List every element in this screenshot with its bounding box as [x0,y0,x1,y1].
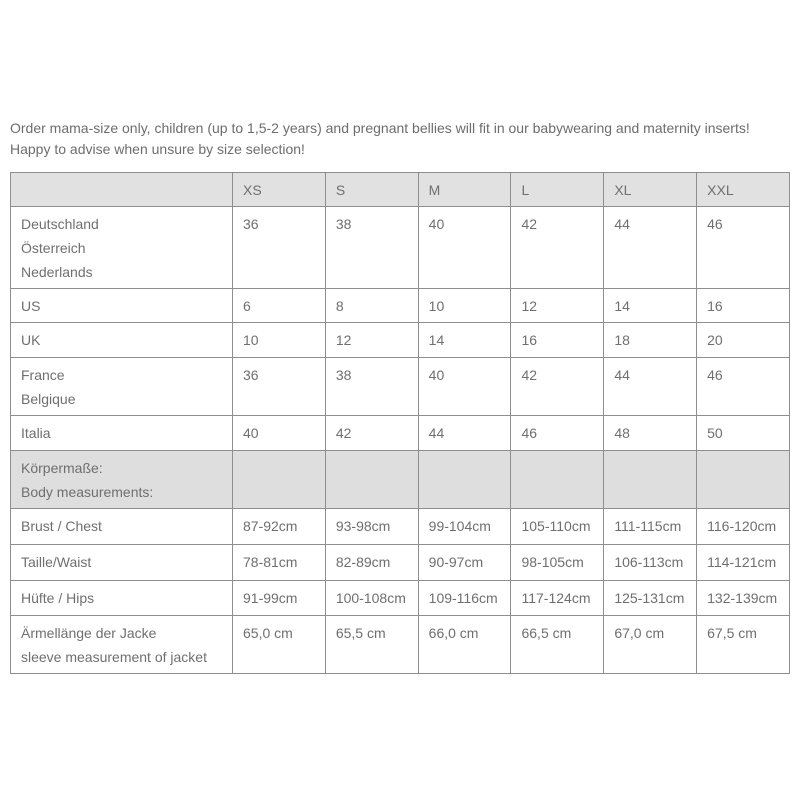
table-row [11,616,790,674]
table-row [11,323,790,358]
row-label [11,323,233,358]
size-value-cell: 42 [325,416,418,451]
table-row [11,207,790,289]
row-label-line: France [21,367,65,383]
measurement-value-cell: 78-81cm [233,545,326,581]
size-value-cell: 12 [325,323,418,358]
table-row [11,289,790,323]
row-label-line: Ärmellänge der Jacke [21,625,157,641]
row-label-line: Italia [21,425,51,441]
empty-cell [604,451,697,509]
empty-cell [697,451,790,509]
row-label [11,358,233,416]
measurement-value-cell: 67,0 cm [604,616,697,674]
measurement-value-cell: 132-139cm [697,581,790,616]
header-cell-xl: XL [604,173,697,207]
header-cell-m: M [418,173,511,207]
measurement-value-cell: 65,0 cm [233,616,326,674]
size-value-cell: 48 [604,416,697,451]
size-value-cell: 40 [233,416,326,451]
size-value-cell: 12 [511,289,604,323]
measurement-value-cell: 125-131cm [604,581,697,616]
row-label [11,207,233,289]
table-row [11,581,790,616]
size-value-cell: 16 [697,289,790,323]
measurement-value-cell: 98-105cm [511,545,604,581]
size-value-cell: 42 [511,358,604,416]
measurement-value-cell: 90-97cm [418,545,511,581]
row-label-line: Österreich [21,240,86,256]
size-value-cell: 44 [418,416,511,451]
size-value-cell: 6 [233,289,326,323]
empty-cell [418,451,511,509]
header-cell-xxl: XXL [697,173,790,207]
header-cell-s: S [325,173,418,207]
size-value-cell: 50 [697,416,790,451]
size-value-cell: 10 [418,289,511,323]
row-label-line: Taille/Waist [21,554,92,570]
header-cell-empty [11,173,233,207]
size-value-cell: 42 [511,207,604,289]
measurement-value-cell: 91-99cm [233,581,326,616]
row-label [11,616,233,674]
measurement-value-cell: 66,5 cm [511,616,604,674]
row-label [11,581,233,616]
measurement-value-cell: 116-120cm [697,509,790,545]
measurement-value-cell: 93-98cm [325,509,418,545]
row-label [11,509,233,545]
size-chart-table [10,172,790,674]
size-value-cell: 36 [233,358,326,416]
header-cell-xs: XS [233,173,326,207]
table-row [11,416,790,451]
size-value-cell: 16 [511,323,604,358]
size-value-cell: 36 [233,207,326,289]
size-value-cell: 14 [604,289,697,323]
measurement-value-cell: 66,0 cm [418,616,511,674]
size-value-cell: 38 [325,358,418,416]
size-value-cell: 46 [697,358,790,416]
size-value-cell: 8 [325,289,418,323]
size-value-cell: 14 [418,323,511,358]
size-value-cell: 40 [418,358,511,416]
row-label [11,289,233,323]
size-value-cell: 46 [511,416,604,451]
size-value-cell: 18 [604,323,697,358]
empty-cell [233,451,326,509]
section-header-row [11,451,790,509]
row-label-line: US [21,298,41,314]
empty-cell [325,451,418,509]
size-value-cell: 44 [604,207,697,289]
measurement-value-cell: 82-89cm [325,545,418,581]
empty-cell [511,451,604,509]
size-value-cell: 20 [697,323,790,358]
table-body [11,207,790,674]
table-row [11,509,790,545]
measurement-value-cell: 99-104cm [418,509,511,545]
measurement-value-cell: 117-124cm [511,581,604,616]
measurement-value-cell: 87-92cm [233,509,326,545]
row-label-line: UK [21,332,41,348]
intro-text: Order mama-size only, children (up to 1,5-2 years) and pregnant bellies will fit in our babywearing and maternity inserts! Happy to advise when unsure by size selection! [10,120,750,157]
measurement-value-cell: 105-110cm [511,509,604,545]
row-label-line: Brust / Chest [21,518,102,534]
size-value-cell: 40 [418,207,511,289]
row-label [11,545,233,581]
row-label-line: sleeve measurement of jacket [21,649,207,665]
measurement-value-cell: 65,5 cm [325,616,418,674]
row-label-line: Körpermaße: [21,460,103,476]
size-value-cell: 10 [233,323,326,358]
row-label-line: Hüfte / Hips [21,590,95,606]
row-label [11,451,233,509]
row-label [11,416,233,451]
size-value-cell: 44 [604,358,697,416]
row-label-line: Nederlands [21,264,93,280]
table-row [11,545,790,581]
row-label-line: Body measurements: [21,484,154,500]
size-value-cell: 38 [325,207,418,289]
measurement-value-cell: 67,5 cm [697,616,790,674]
header-cell-l: L [511,173,604,207]
measurement-value-cell: 114-121cm [697,545,790,581]
measurement-value-cell: 111-115cm [604,509,697,545]
header-row [11,173,790,207]
measurement-value-cell: 106-113cm [604,545,697,581]
row-label-line: Belgique [21,391,76,407]
measurement-value-cell: 100-108cm [325,581,418,616]
size-value-cell: 46 [697,207,790,289]
table-row [11,358,790,416]
row-label-line: Deutschland [21,216,99,232]
measurement-value-cell: 109-116cm [418,581,511,616]
